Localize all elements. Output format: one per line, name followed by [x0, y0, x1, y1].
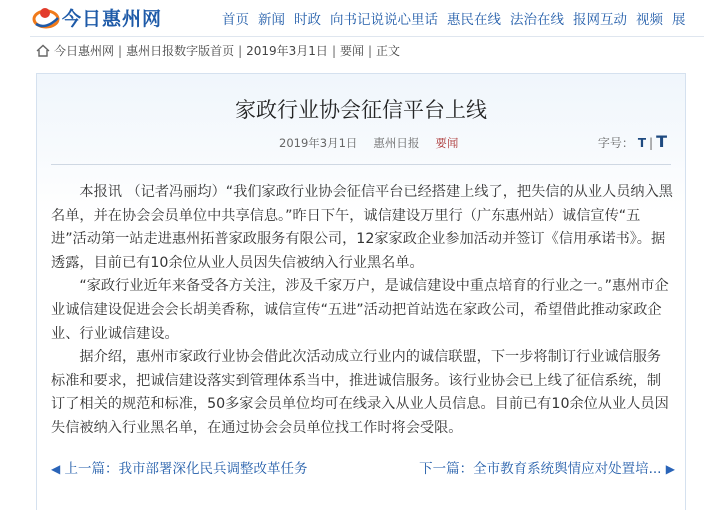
nav-item-video[interactable]: 视频: [636, 12, 663, 28]
nav-item-more[interactable]: 展: [672, 12, 686, 28]
breadcrumb-item[interactable]: 今日惠州网: [54, 44, 115, 58]
nav-item-home[interactable]: 首页: [222, 12, 249, 28]
breadcrumb-separator: |: [331, 44, 336, 58]
breadcrumb-divider: [30, 36, 704, 37]
article-paragraph: “家政行业近年来备受各方关注，涉及千家万户，是诚信建设中重点培育的行业之一。”惠州市企业诚信建设促进会会长胡美香称，诚信宣传“五进”活动把首站选在家政公司，希望借此推动家政企业、行业诚信建设。: [51, 278, 669, 342]
top-navigation-bar: [0, 0, 704, 34]
breadcrumb: [36, 42, 400, 59]
main-nav: [222, 8, 695, 28]
breadcrumb-item[interactable]: 要闻: [339, 44, 364, 58]
prev-article-label[interactable]: 上一篇：我市部署深化民兵调整改革任务: [64, 461, 308, 477]
next-article-label[interactable]: 下一篇：全市教育系统舆情应对处置培...: [419, 461, 662, 477]
nav-item-news[interactable]: 新闻: [258, 12, 285, 28]
breadcrumb-item-current: 正文: [376, 44, 401, 58]
arrow-left-icon: ◀: [51, 462, 61, 476]
article-title: 家政行业协会征信平台上线: [235, 98, 487, 122]
article-date: 2019年3月1日: [279, 136, 358, 150]
site-logo-text[interactable]: 今日惠州网: [62, 8, 163, 30]
breadcrumb-item[interactable]: 惠州日报数字版首页: [126, 44, 235, 58]
article-meta: [279, 135, 474, 151]
article-paragraph: 据介绍，惠州市家政行业协会借此次活动成立行业内的诚信联盟，下一步将制订行业诚信服务标准和要求，把诚信建设落实到管理体系当中，推进诚信服务。该行业协会已上线了征信系统，制订了相关的规范和标准，50多家会员单位均可在线录入从业人员信息。目前已有10余位从业人员因失信被纳入行业黑名单，在通过协会会员单位找工作时将会受限。: [51, 349, 669, 436]
breadcrumb-separator: |: [238, 44, 243, 58]
next-article-link[interactable]: [419, 457, 675, 477]
nav-item-law[interactable]: 法治在线: [510, 12, 564, 28]
font-size-large-button[interactable]: T: [656, 132, 667, 151]
arrow-right-icon: ▶: [665, 462, 675, 476]
article-column[interactable]: 要闻: [435, 136, 459, 150]
home-icon: [36, 44, 50, 57]
article-paragraph: 本报讯 （记者冯丽均）“我们家政行业协会征信平台已经搭建上线了，把失信的从业人员纳入黑名单，并在协会会员单位中共享信息。”昨日下午，诚信建设万里行（广东惠州站）诚信宣传“五进”活动第一站走进惠州拓普家政服务有限公司，12家家政企业参加活动并签订《信用承诺书》。据透露，目前已有10余位从业人员因失信被纳入行业黑名单。: [51, 184, 673, 271]
prev-article-link[interactable]: [51, 457, 308, 477]
breadcrumb-separator: |: [118, 44, 123, 58]
breadcrumb-item[interactable]: 2019年3月1日: [246, 44, 328, 58]
nav-item-secretary[interactable]: 向书记说说心里话: [330, 12, 438, 28]
article-pager: [51, 457, 675, 479]
font-size-label: 字号：: [597, 136, 634, 150]
font-size-separator: |: [649, 136, 654, 150]
meta-divider: [51, 164, 671, 165]
logo-swoosh-icon: [32, 4, 60, 30]
nav-item-welfare[interactable]: 惠民在线: [447, 12, 501, 28]
font-size-control: [598, 132, 667, 151]
nav-item-interaction[interactable]: 报网互动: [573, 12, 627, 28]
font-size-small-button[interactable]: T: [637, 136, 647, 150]
article-source: 惠州日报: [373, 136, 420, 150]
breadcrumb-separator: |: [368, 44, 373, 58]
article-container: [36, 73, 686, 510]
article-body: [51, 181, 675, 441]
nav-item-politics[interactable]: 时政: [294, 12, 321, 28]
